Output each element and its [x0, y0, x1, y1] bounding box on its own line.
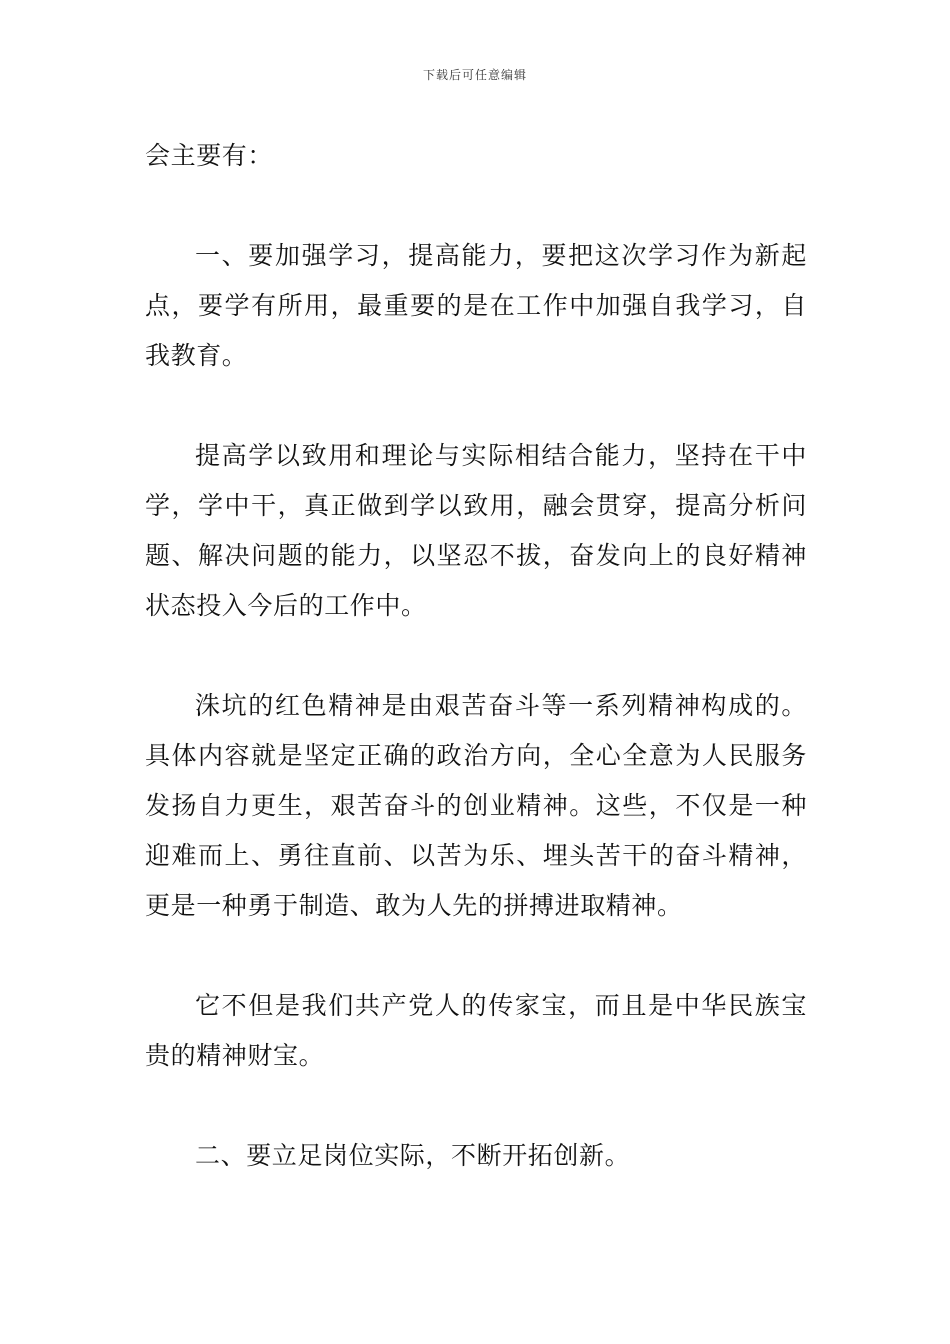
paragraph-point-two: 二、要立足岗位实际，不断开拓创新。 — [195, 1141, 631, 1170]
paragraph-point-one: 一、要加强学习，提高能力，要把这次学习作为新起点，要学有所用，最重要的是在工作中加强自我学习，自我教育。 — [145, 241, 807, 370]
paragraph-apply-learning: 提高学以致用和理论与实际相结合能力，坚持在干中学，学中干，真正做到学以致用，融会贯穿，提高分析问题、解决问题的能力，以坚忍不拔，奋发向上的良好精神状态投入今后的工作中。 — [145, 441, 807, 620]
page-header-note: 下载后可任意编辑 — [422, 68, 527, 82]
paragraph-treasure: 它不但是我们共产党人的传家宝，而且是中华民族宝贵的精神财宝。 — [145, 991, 807, 1070]
document-body — [145, 131, 807, 1181]
paragraph-red-spirit: 洙坑的红色精神是由艰苦奋斗等一系列精神构成的。具体内容就是坚定正确的政治方向，全心全意为人民服务发扬自力更生，艰苦奋斗的创业精神。这些，不仅是一种迎难而上、勇往直前、以苦为乐、埋头苦干的奋斗精神，更是一种勇于制造、敢为人先的拼搏进取精神。 — [145, 691, 807, 920]
paragraph-intro: 会主要有： — [145, 141, 274, 170]
